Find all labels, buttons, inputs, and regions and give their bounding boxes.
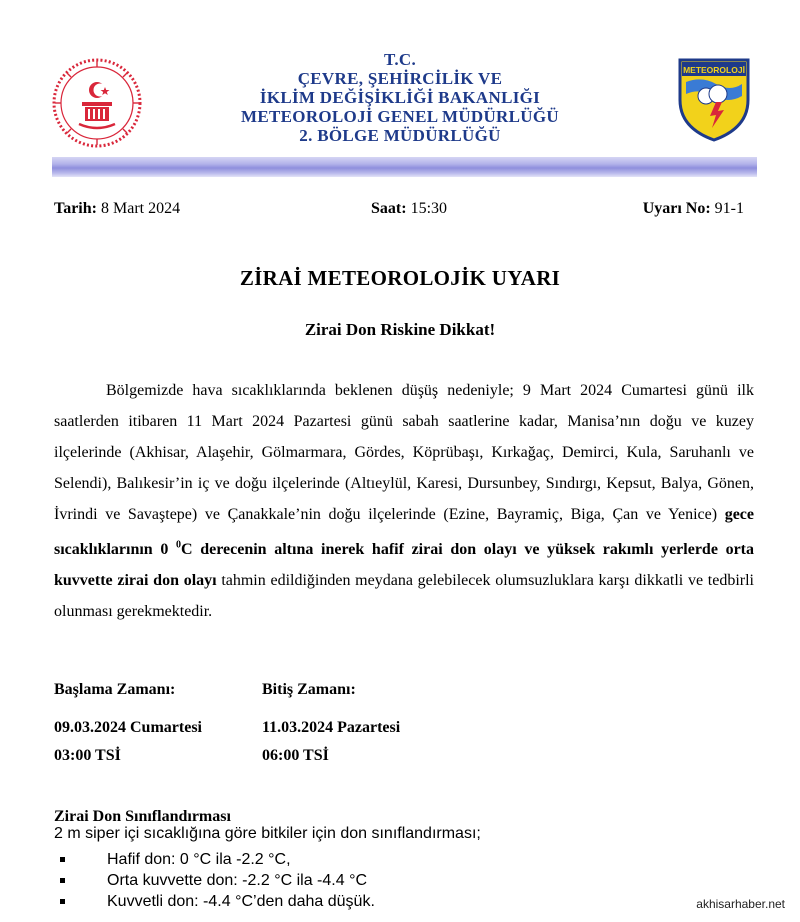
ministry-emblem-logo xyxy=(52,58,142,148)
classification-title: Zirai Don Sınıflandırması xyxy=(54,808,231,825)
ministry-header xyxy=(170,50,630,145)
document-meta xyxy=(54,200,744,220)
end-hour: 06:00 TSİ xyxy=(262,747,329,764)
meteoroloji-logo xyxy=(676,56,752,142)
paragraph-part-2: tahmin edildiğinden meydana gelebilecek olumsuzluklara karşı dikkatli ve tedbirli olunması gerekmektedir. xyxy=(54,572,755,621)
date-field: Tarih: 8 Mart 2024 xyxy=(54,200,181,217)
bullet-icon xyxy=(60,899,65,904)
document-title: ZİRAİ METEOROLOJİK UYARI xyxy=(239,266,561,290)
header-line-directorate: METEOROLOJİ GENEL MÜDÜRLÜĞÜ xyxy=(241,107,559,126)
bullet-icon xyxy=(60,878,65,883)
start-date: 09.03.2024 Cumartesi xyxy=(54,719,202,736)
end-time-label: Bitiş Zamanı: xyxy=(262,681,356,698)
time-field: Saat: 15:30 xyxy=(371,200,448,217)
meteoroloji-logo-text: METEOROLOJİ xyxy=(683,65,745,75)
header-line-ministry-2: İKLİM DEĞİŞİKLİĞİ BAKANLIĞI xyxy=(259,88,541,107)
paragraph-bold-highlight: gece sıcaklıklarının 0 $^0$C derecenin altına inerek hafif zirai don olayı ve yüksek rakımlı yerlerde orta kuvvette zirai don olayı xyxy=(54,506,755,590)
warning-paragraph xyxy=(54,375,754,627)
document-subtitle: Zirai Don Riskine Dikkat! xyxy=(304,320,496,339)
start-time-label: Başlama Zamanı: xyxy=(54,681,176,698)
classification-intro: 2 m siper içi sıcaklığına göre bitkiler için don sınıflandırması; xyxy=(54,825,481,842)
end-date: 11.03.2024 Pazartesi xyxy=(262,719,401,736)
paragraph-part-1: Bölgemizde hava sıcaklıklarında beklenen düşüş nedeniyle; 9 Mart 2024 Cumartesi günü ilk saatlerden itibaren 11 Mart 2024 Pazartesi günü sabah saatlerine kadar, Manisa’nın doğu ve kuzey ilçelerinde (Akhisar, Alaşehir, Gölmarmara, Gördes, Köprübaşı, Kırkağaç, Demirci, Kula, Saruhanlı ve Selendi), Balıkesir’in iç ve doğu ilçelerinde (Altıeylül, Karesi, Dursunbey, Sındırgı, Kepsut, Balya, Gönen, İvrindi ve Savaştepe) ve Çanakkale’nin doğu ilçelerinde (Ezine, Bayramiç, Biga, Çan ve Yenice) xyxy=(54,382,754,523)
header-line-region: 2. BÖLGE MÜDÜRLÜĞÜ xyxy=(299,126,501,145)
header-line-ministry-1: ÇEVRE, ŞEHİRCİLİK VE xyxy=(297,69,503,88)
start-hour: 03:00 TSİ xyxy=(54,747,121,764)
source-watermark: akhisarhaber.net xyxy=(693,896,788,912)
bullet-icon xyxy=(60,857,65,862)
header-line-tc: T.C. xyxy=(383,50,417,69)
header-divider-band xyxy=(52,157,757,177)
warning-number-field: Uyarı No: 91-1 xyxy=(642,200,744,217)
